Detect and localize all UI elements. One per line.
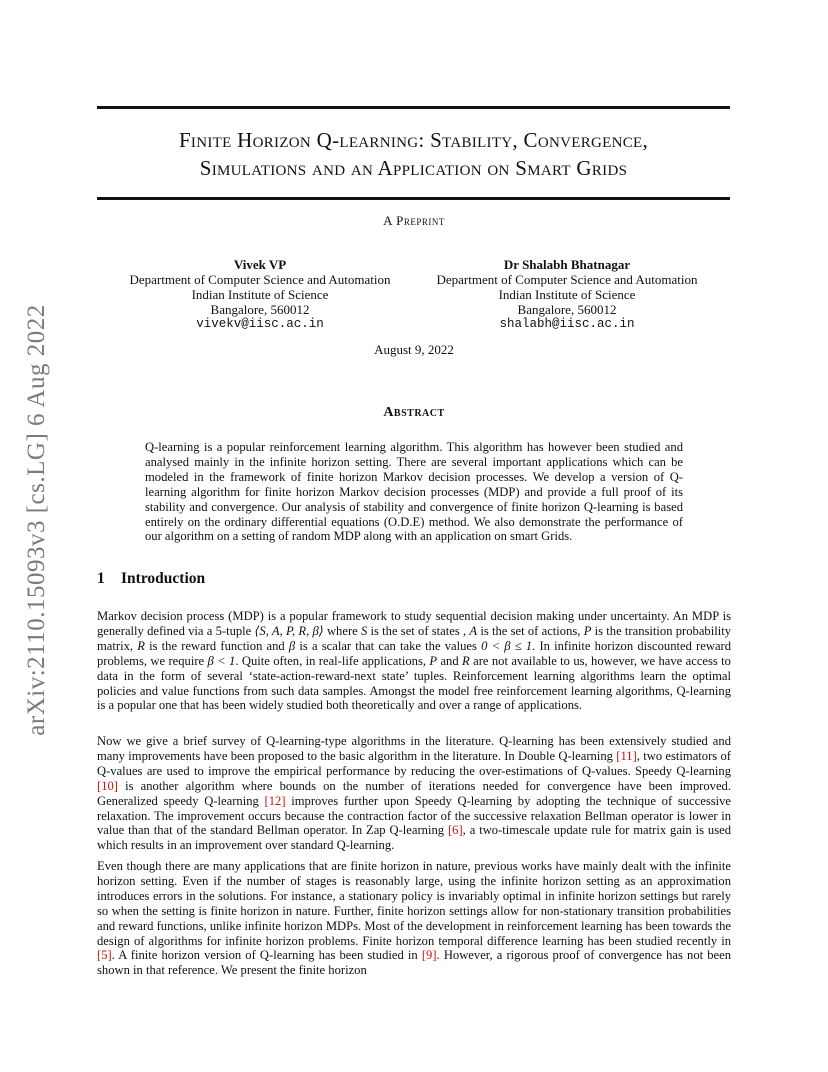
math-tuple: ⟨S, A, P, R, β⟩ xyxy=(254,623,324,638)
preprint-label: A Preprint xyxy=(383,213,445,228)
text-run: , two estimators of Q-values are used to improve the empirical performance by reducing the over-estimations of Q-values. Speedy Q-learning xyxy=(97,748,731,778)
abstract-text: Q-learning is a popular reinforcement learning algorithm. This algorithm has however been studied and analysed mainly in the infinite horizon setting. There are several important applications which can be modeled in the framework of finite horizon Markov decision processes. We develop a version of Q-learning algorithm for finite horizon Markov decision processes (MDP) and provide a full proof of its stability and convergence. Our analysis of stability and convergence of finite horizon Q-learning is based entirely on the ordinary differential equations (O.D.E) method. We also demonstrate the performance of our algorithm on a setting of random MDP along with an application on smart Grids. xyxy=(145,440,683,544)
text-run: improves further upon Speedy Q-learning by adopting the technique of successive relaxation. The improvement occurs because the contraction factor of the successive relaxation Bellman operator is lower in value than that of the standard Bellman operator. In Zap Q-learning xyxy=(97,793,732,838)
author-name: Dr Shalabh Bhatnagar xyxy=(503,257,631,272)
math-symbol: R xyxy=(462,653,470,668)
text-run: Even though there are many applications that are finite horizon in nature, previous works have mainly dealt with the infinite horizon setting. Even if the number of stages is reasonably large, using the infinite horizon setting as an approximation introduces errors in the solutions. For instance, a stationary policy is invariably optimal in infinite horizon settings but rarely so when the setting is finite horizon in nature. Further, finite horizon settings allow for non-stationary transition probabilities and reward functions, unlike infinite horizon MDPs. Most of the development in reinforcement learning has been towards the design of algorithms for infinite horizon problems. Finite horizon temporal difference learning has been studied recently in xyxy=(97,859,731,948)
text-run: are not available to us, however, we have access to data in the form of several ‘state-action-reward-next state’ tuples. Reinforcement learning algorithms learn the optimal policies and value functions from such data samples. Amongst the model free reinforcement learning algorithms, Q-learning is a popular one that has been widely studied both theoretically and over a range of applications. xyxy=(97,653,731,713)
author-department: Department of Computer Science and Automation xyxy=(436,272,698,287)
text-run: and xyxy=(437,653,463,668)
citation-link[interactable]: [ 10 ] xyxy=(97,779,118,793)
author-city: Bangalore, 560012 xyxy=(517,302,617,317)
paper-date: August 9, 2022 xyxy=(374,342,454,357)
text-run: is another algorithm where bounds on the number of iterations needed for convergence have been improved. Generalized speedy Q-learning xyxy=(97,778,731,808)
title-line-1: Finite Horizon Q-learning: Stability, Convergence, xyxy=(178,128,649,152)
arxiv-stamp: arXiv:2110.15093v3 [cs.LG] 6 Aug 2022 xyxy=(23,304,50,736)
author-name: Vivek VP xyxy=(233,257,287,272)
section-heading xyxy=(97,570,205,588)
text-run: where xyxy=(323,623,361,638)
intro-paragraph-2 xyxy=(97,734,731,853)
paper-title xyxy=(97,126,730,182)
title-top-rule xyxy=(97,106,730,109)
text-run: is the set of states , xyxy=(367,623,470,638)
text-run: , a two-timescale update rule for matrix gain is used which results in an improvement over standard Q-learning. xyxy=(97,823,731,853)
math-inequality: 0 < β ≤ 1 xyxy=(481,638,533,653)
author-email[interactable]: vivekv@iisc.ac.in xyxy=(196,317,324,331)
title-line-2: Simulations and an Application on Smart Grids xyxy=(199,156,628,180)
math-symbol: A xyxy=(469,623,478,638)
author-block-2 xyxy=(417,257,717,332)
math-symbol: β xyxy=(288,638,296,653)
text-run: . In infinite horizon discounted reward problems, we require xyxy=(97,638,732,668)
section-number: 1 xyxy=(97,570,105,587)
math-symbol: R xyxy=(137,638,145,653)
math-symbol: P xyxy=(429,653,438,668)
author-department: Department of Computer Science and Automation xyxy=(129,272,391,287)
text-run: is the reward function and xyxy=(144,638,289,653)
citation-link[interactable]: [ 11 ] xyxy=(616,749,637,763)
math-symbol: P xyxy=(583,623,592,638)
section-title: Introduction xyxy=(121,570,206,587)
text-run: is the transition probability matrix, xyxy=(97,623,731,653)
math-symbol: S xyxy=(360,623,368,638)
text-run: is the set of actions, xyxy=(477,623,584,638)
author-block-1 xyxy=(110,257,410,332)
citation-link[interactable]: [ 12 ] xyxy=(265,794,286,808)
citation-link[interactable]: [ 5 ] xyxy=(97,948,112,962)
author-institute: Indian Institute of Science xyxy=(498,287,636,302)
title-bottom-rule xyxy=(97,197,730,200)
author-institute: Indian Institute of Science xyxy=(191,287,329,302)
text-run: is a scalar that can take the values xyxy=(295,638,482,653)
author-city: Bangalore, 560012 xyxy=(210,302,310,317)
citation-link[interactable]: [ 6 ] xyxy=(448,823,463,837)
text-run: . However, a rigorous proof of convergence has not been shown in that reference. We present the finite horizon xyxy=(97,948,732,978)
citation-link[interactable]: [ 9 ] xyxy=(422,948,437,962)
text-run: Markov decision process (MDP) is a popular framework to study sequential decision making under uncertainty. An MDP is generally defined via a 5-tuple xyxy=(97,609,731,638)
abstract-heading: Abstract xyxy=(383,405,445,420)
text-run: . A finite horizon version of Q-learning has been studied in xyxy=(111,948,422,963)
text-run: . Quite often, in real-life applications, xyxy=(235,653,430,668)
math-inequality: β < 1 xyxy=(207,653,236,668)
intro-paragraph-3 xyxy=(97,859,731,978)
text-run: Now we give a brief survey of Q-learning-type algorithms in the literature. Q-learning has been extensively studied and many improvements have been proposed to the basic algorithm in the literature. In Double Q-learning xyxy=(97,734,731,763)
author-email[interactable]: shalabh@iisc.ac.in xyxy=(499,317,635,331)
intro-paragraph-1 xyxy=(97,609,731,713)
